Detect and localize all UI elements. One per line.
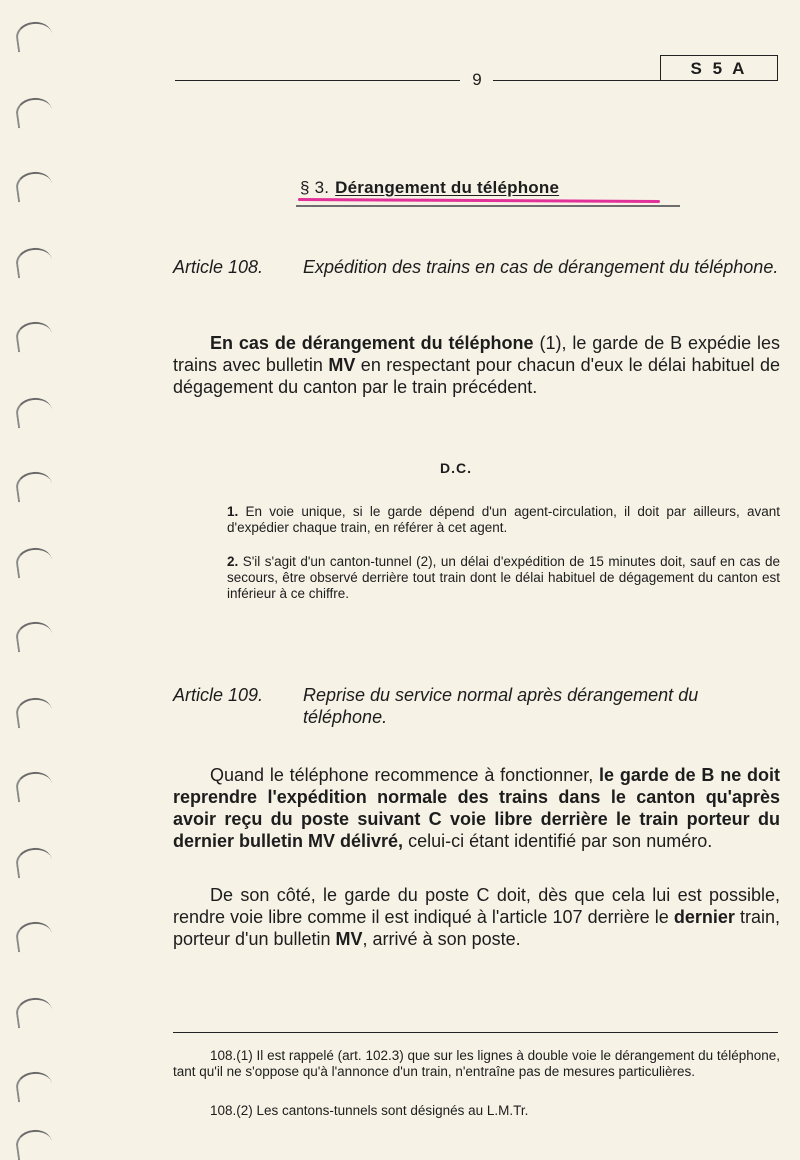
dc-title: D.C.	[440, 460, 472, 476]
section-title-text: Dérangement du téléphone	[335, 178, 560, 197]
article-109-paragraph-1	[173, 764, 780, 852]
highlight-underline	[298, 198, 660, 203]
article-109-p2-mid: train, porteur d'un bulletin	[173, 907, 780, 949]
article-109-p1-start: Quand le téléphone recommence à fonctionner,	[210, 765, 600, 785]
article-108-title: Expédition des trains en cas de dérangement du téléphone.	[303, 257, 779, 277]
dc-item-2	[227, 554, 780, 602]
article-108-bold-phrase: En cas de dérangement du téléphone	[210, 333, 534, 353]
dc-item-2-text: S'il s'agit d'un canton-tunnel (2), un délai d'expédition de 15 minutes doit, sauf en cas de secours, être observé derrière tout train dont le délai habituel de dégagement du canton est inférieur à ce chiffre.	[227, 554, 780, 601]
binder-holes	[0, 0, 60, 1150]
binder-hole	[14, 996, 54, 1029]
article-109-p1-end: celui-ci étant identifié par son numéro.	[403, 831, 713, 851]
binder-hole	[14, 696, 54, 729]
binder-hole	[14, 620, 54, 653]
article-109-p2-mv: MV	[335, 929, 363, 949]
article-108-paragraph	[173, 332, 780, 398]
binder-hole	[14, 1128, 54, 1160]
dc-item-2-number: 2.	[227, 554, 239, 569]
title-underline	[296, 205, 680, 207]
section-title	[300, 178, 680, 198]
binder-hole	[14, 846, 54, 879]
article-108-mv: MV	[328, 355, 356, 375]
footnote-rule	[173, 1032, 778, 1033]
article-108-heading	[173, 256, 783, 278]
page-number: 9	[472, 70, 482, 89]
binder-hole	[14, 1070, 54, 1103]
article-109-paragraph-2	[173, 884, 780, 950]
document-code: S 5 A	[660, 55, 778, 81]
binder-hole	[14, 770, 54, 803]
article-108-text-part2: en respectant pour chacun d'eux le délai habituel de dégagement du canton par le train précédent.	[173, 355, 780, 397]
binder-hole	[14, 920, 54, 953]
footnote-1: 108.(1) Il est rappelé (art. 102.3) que sur les lignes à double voie le dérangement du téléphone, tant qu'il ne s'oppose qu'à l'annonce d'un train, n'entraîne pas de mesures particulières.	[173, 1048, 780, 1079]
article-108-number: Article 108.	[173, 257, 264, 277]
binder-hole	[14, 546, 54, 579]
binder-hole	[14, 170, 54, 203]
binder-hole	[14, 20, 54, 53]
binder-hole	[14, 470, 54, 503]
section-symbol: § 3.	[300, 178, 330, 197]
binder-hole	[14, 246, 54, 279]
footnote-2: 108.(2) Les cantons-tunnels sont désignés au L.M.Tr.	[210, 1103, 529, 1118]
article-109-heading	[173, 684, 783, 728]
article-109-p1-bold: le garde de B ne doit reprendre l'expédition normale des trains dans le canton qu'après avoir reçu du poste suivant C voie libre derrière le train porteur du dernier bulletin MV délivré,	[173, 765, 781, 851]
binder-hole	[14, 396, 54, 429]
header-rule-left	[175, 80, 460, 81]
article-109-p2-start: De son côté, le garde du poste C doit, dès que cela lui est possible, rendre voie libre comme il est indiqué à l'article 107 derrière le	[173, 885, 780, 927]
dc-item-1-number: 1.	[227, 504, 239, 519]
article-109-p2-end: , arrivé à son poste.	[362, 929, 521, 949]
article-109-number: Article 109.	[173, 685, 264, 705]
article-109-p2-bold: dernier	[673, 907, 735, 927]
dc-item-1	[227, 504, 780, 536]
binder-hole	[14, 320, 54, 353]
article-109-title: Reprise du service normal après dérangement du téléphone.	[303, 685, 699, 727]
article-108-text-part1: (1), le garde de B expédie les trains avec bulletin	[173, 333, 780, 375]
dc-item-1-text: En voie unique, si le garde dépend d'un agent-circulation, il doit par ailleurs, avant d'expédier chaque train, en référer à cet agent.	[227, 504, 780, 535]
binder-hole	[14, 96, 54, 129]
